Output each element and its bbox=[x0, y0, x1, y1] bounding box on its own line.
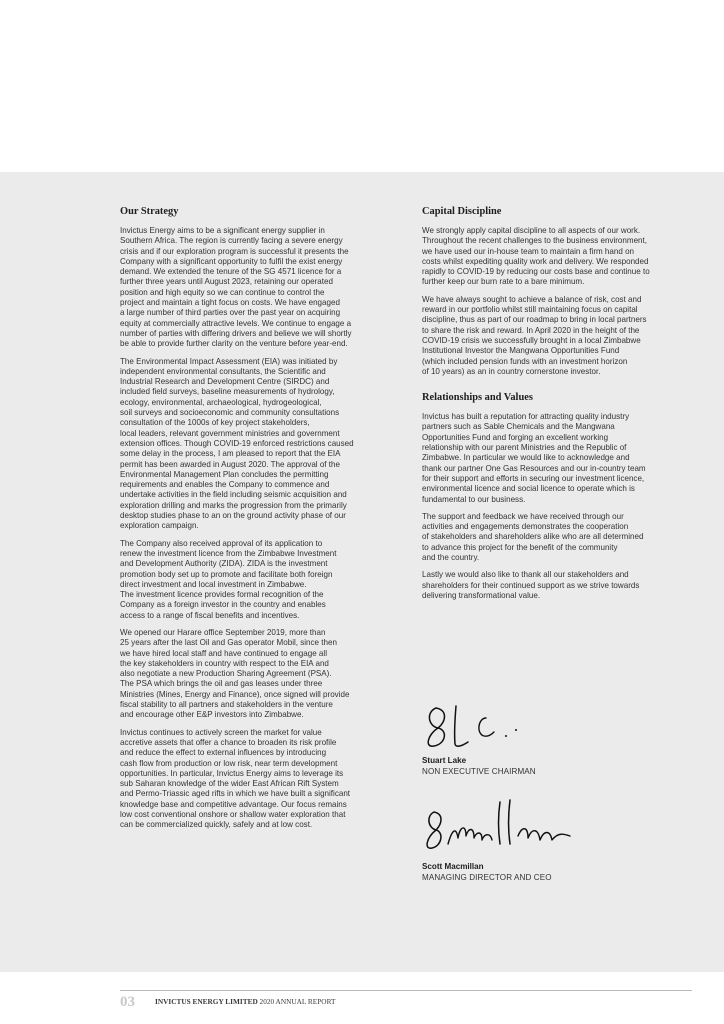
capital-paragraph: We have always sought to achieve a balance of risk, cost and reward in our portfolio whilst still maintaining focus on capital discipline, thus as part of our roadmap to bring in local partners to share the risk and reward. In April 2020 in the height of the COVID-19 crisis we successfully brought in a local Zimbabwe Institutional Investor the Mangwana Opportunities Fund (which included pension funds with an investment horizon of 10 years) as an in country cornerstone investor. bbox=[422, 294, 647, 376]
signature-block-ceo bbox=[422, 796, 582, 883]
strategy-paragraph: Invictus Energy aims to be a significant energy supplier in Southern Africa. The region is currently facing a severe energy crisis and if our exploration program is successful it presents the Company with a significant opportunity to fulfil the exist energy demand. We extended the tenure of the SG 4571 licence for a further three years until August 2023, retaining our operated position and high equity so we can continue to control the project and maintain a tight focus on costs. We have engaged a large number of third parties over the past year on acquiring equity at commercially attractive levels. We continue to engage a number of parties with differing drivers and believe we will shortly be able to provide further clarity on the venture before year-end. bbox=[120, 226, 352, 349]
left-column bbox=[120, 205, 390, 838]
footer-company: INVICTUS ENERGY LIMITED bbox=[155, 997, 258, 1006]
eia-paragraph: The Environmental Impact Assessment (EIA) was initiated by independent environmental consultants, the Scientific and Industrial Research and Development Centre (SIRDC) and included field surveys, baseline measurements of hydrology, ecology, environmental, archaeological, hydrogeological, soil surveys and socioeconomic and community consultations consultation of the 1000s of key project stakeholders, local leaders, relevant government ministries and government extension offices. Though COVID-19 enforced restrictions caused some delay in the process, I am pleased to report that the EIA permit has been awarded in August 2020. The approval of the Environmental Management Plan concludes the permitting requirements and enables the Company to commence and undertake activities in the field including seismic acquisition and exploration drilling and marks the progression from the primarily desktop studies phase to an on the ground activity phase of our exploration campaign. bbox=[120, 356, 354, 531]
heading-capital-discipline: Capital Discipline bbox=[422, 206, 502, 217]
footer-label bbox=[155, 997, 335, 1006]
page-number: 03 bbox=[120, 994, 135, 1010]
investment-licence-paragraph: The Company also received approval of its application to renew the investment licence from the Zimbabwe Investment and Development Authority (ZIDA). ZIDA is the investment promotion body set up to promote and facilitate both foreign direct investment and local investment in Zimbabwe. The investment licence provides formal recognition of the Company as a foreign investor in the country and enables access to a range of fiscal benefits and incentives. bbox=[120, 538, 337, 620]
relationships-paragraph: Invictus has built a reputation for attracting quality industry partners such as Sable Chemicals and the Mangwana Opportunities Fund and forging an excellent working relationship with our parent Ministries and the Republic of Zimbabwe. In particular we would like to acknowledge and thank our partner One Gas Resources and our in-country team for their support and efforts in securing our investment licence, environmental licence and social licence to operate which is fundamental to our business. bbox=[422, 412, 646, 504]
market-screening-paragraph: Invictus continues to actively screen the market for value accretive assets that offer a chance to broaden its risk profile and reduce the effect to external influences by introducing cash flow from production or low risk, near term development opportunities. In particular, Invictus Energy aims to leverage its sub Saharan knowledge of the wider East African Rift System and Permo-Triassic aged rifts in which we have built a significant knowledge base and competitive advantage. Our focus remains low cost conventional onshore or shallow water exploration that can be commercialized quickly, safely and at low cost. bbox=[120, 727, 351, 830]
signature-stuart-lake bbox=[422, 696, 542, 756]
signature-scott-macmillan bbox=[422, 796, 582, 862]
signatory-title: MANAGING DIRECTOR AND CEO bbox=[422, 872, 552, 882]
footer-report: 2020 ANNUAL REPORT bbox=[259, 997, 336, 1006]
relationships-paragraph: Lastly we would also like to thank all our stakeholders and shareholders for their continued support as we strive towards delivering transformational value. bbox=[422, 570, 640, 600]
signature-block-chairman bbox=[422, 696, 542, 777]
heading-relationships-values: Relationships and Values bbox=[422, 392, 533, 404]
right-column bbox=[422, 205, 692, 608]
signatory-title: NON EXECUTIVE CHAIRMAN bbox=[422, 766, 536, 776]
heading-our-strategy: Our Strategy bbox=[120, 206, 179, 217]
footer-divider bbox=[120, 990, 692, 991]
signatory-name: Scott Macmillan bbox=[422, 862, 484, 871]
harare-office-paragraph: We opened our Harare office September 2019, more than 25 years after the last Oil and Gas operator Mobil, since then we have hired local staff and have continued to engage all the key stakeholders in country with respect to the EIA and also negotiate a new Production Sharing Agreement (PSA). The PSA which brings the oil and gas leases under three Ministries (Mines, Energy and Finance), once signed will provide fiscal stability to all partners and stakeholders in the venture and encourage other E&P investors into Zimbabwe. bbox=[120, 627, 350, 720]
signatory-name: Stuart Lake bbox=[422, 756, 467, 765]
relationships-paragraph: The support and feedback we have received through our activities and engagements demonstrates the cooperation of stakeholders and shareholders alike who are all determined to advance this project for the benefit of the community and the country. bbox=[422, 511, 644, 563]
capital-paragraph: We strongly apply capital discipline to all aspects of our work. Throughout the recent challenges to the business environment, we have used our in-house team to maintain a firm hand on costs whilst expediting quality work and delivery. We responded rapidly to COVID-19 by reducing our costs base and continue to further keep our burn rate to a bare minimum. bbox=[422, 226, 650, 287]
